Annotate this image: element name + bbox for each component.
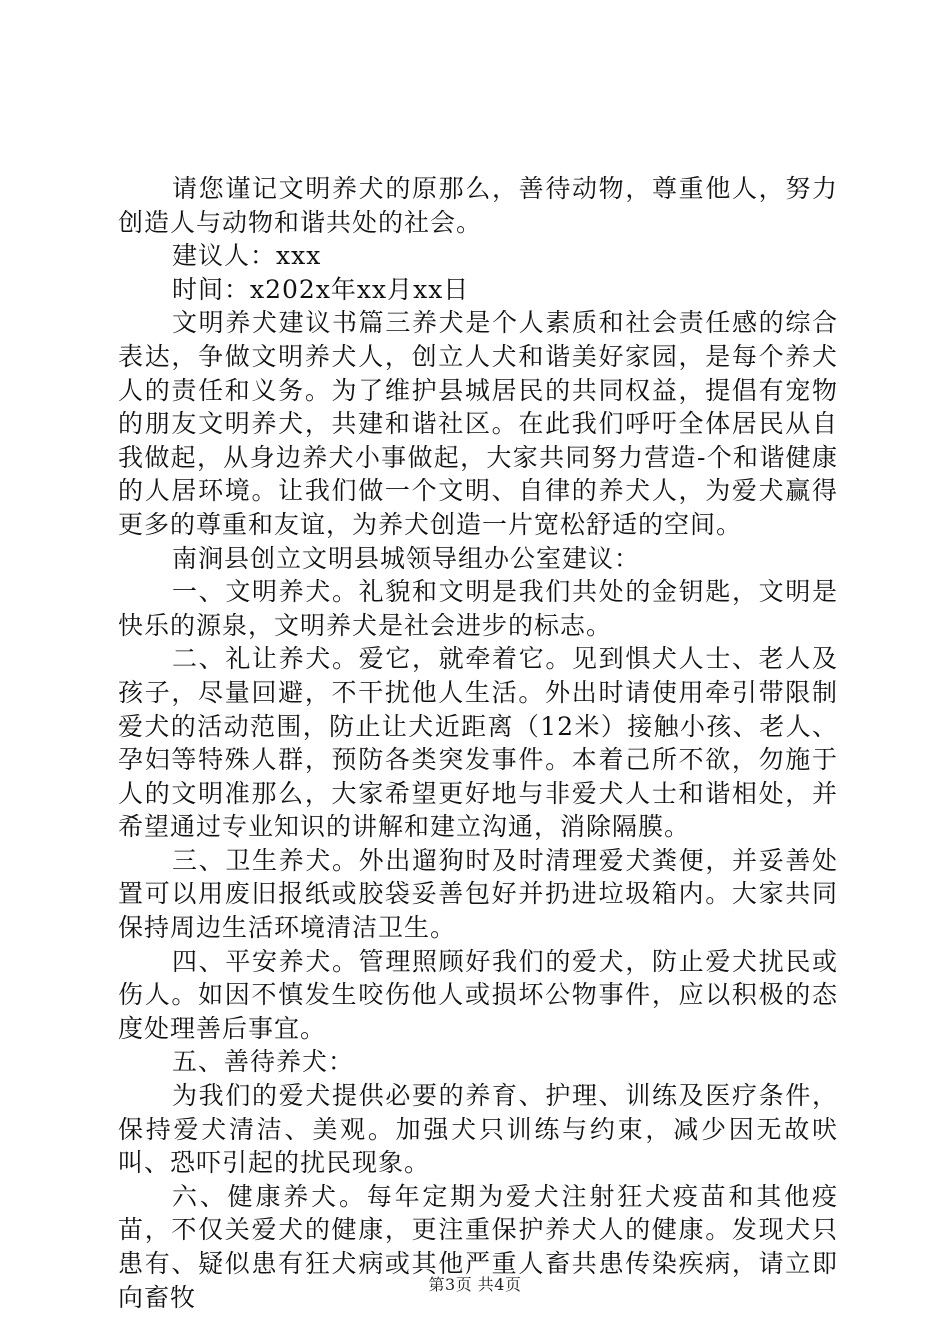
paragraph-item-three: 三、卫生养犬。外出遛狗时及时清理爱犬粪便，并妥善处置可以用废旧报纸或胶袋妥善包好并扔进垃圾箱内。大家共同保持周边生活环境清洁卫生。: [118, 845, 838, 943]
paragraph-item-six: 六、健康养犬。每年定期为爱犬注射狂犬疫苗和其他疫苗，不仅关爱犬的健康，更注重保护养犬人的健康。发现犬只患有、疑似患有狂犬病或其他严重人畜共患传染疾病，请立即向畜牧: [118, 1181, 838, 1312]
paragraph-office-proposal: 南涧县创立文明县城领导组办公室建议：: [172, 543, 641, 573]
paragraph-item-five-heading: 五、善待养犬：: [172, 1047, 355, 1077]
page-number-footer: 第3页 共4页: [428, 1275, 522, 1294]
paragraph-closing-appeal: 请您谨记文明养犬的原那么，善待动物，尊重他人，努力创造人与动物和谐共处的社会。: [118, 174, 838, 237]
document-body: [118, 172, 838, 1314]
paragraph-part-three-intro: 文明养犬建议书篇三养犬是个人素质和社会责任感的综合表达，争做文明养犬人，创立人犬和谐美好家园，是每个养犬人的责任和义务。为了维护县城居民的共同权益，提倡有宠物的朋友文明养犬，共建和谐社区。在此我们呼吁全体居民从自我做起，从身边养犬小事做起，大家共同努力营造-个和谐健康的人居环境。让我们做一个文明、自律的养犬人，为爱犬赢得更多的尊重和友谊，为养犬创造一片宽松舒适的空间。: [118, 308, 838, 539]
paragraph-item-four: 四、平安养犬。管理照顾好我们的爱犬，防止爱犬扰民或伤人。如因不慎发生咬伤他人或损坏公物事件，应以积极的态度处理善后事宜。: [118, 946, 838, 1043]
paragraph-item-one: 一、文明养犬。礼貌和文明是我们共处的金钥匙，文明是快乐的源泉，文明养犬是社会进步的标志。: [118, 577, 838, 640]
paragraph-date: 时间：x202x年xx月xx日: [172, 274, 470, 304]
paragraph-item-two: 二、礼让养犬。爱它，就牵着它。见到惧犬人士、老人及孩子，尽量回避，不干扰他人生活。外出时请使用牵引带限制爱犬的活动范围，防止让犬近距离（12米）接触小孩、老人、孕妇等特殊人群，预防各类突发事件。本着己所不欲，勿施于人的文明准那么，大家希望更好地与非爱犬人士和谐相处，并希望通过专业知识的讲解和建立沟通，消除隔膜。: [118, 644, 838, 842]
paragraph-proposer: 建议人：xxx: [172, 241, 322, 271]
paragraph-item-five-body: 为我们的爱犬提供必要的养育、护理、训练及医疗条件，保持爱犬清洁、美观。加强犬只训练与约束，减少因无故吠叫、恐吓引起的扰民现象。: [118, 1081, 838, 1178]
